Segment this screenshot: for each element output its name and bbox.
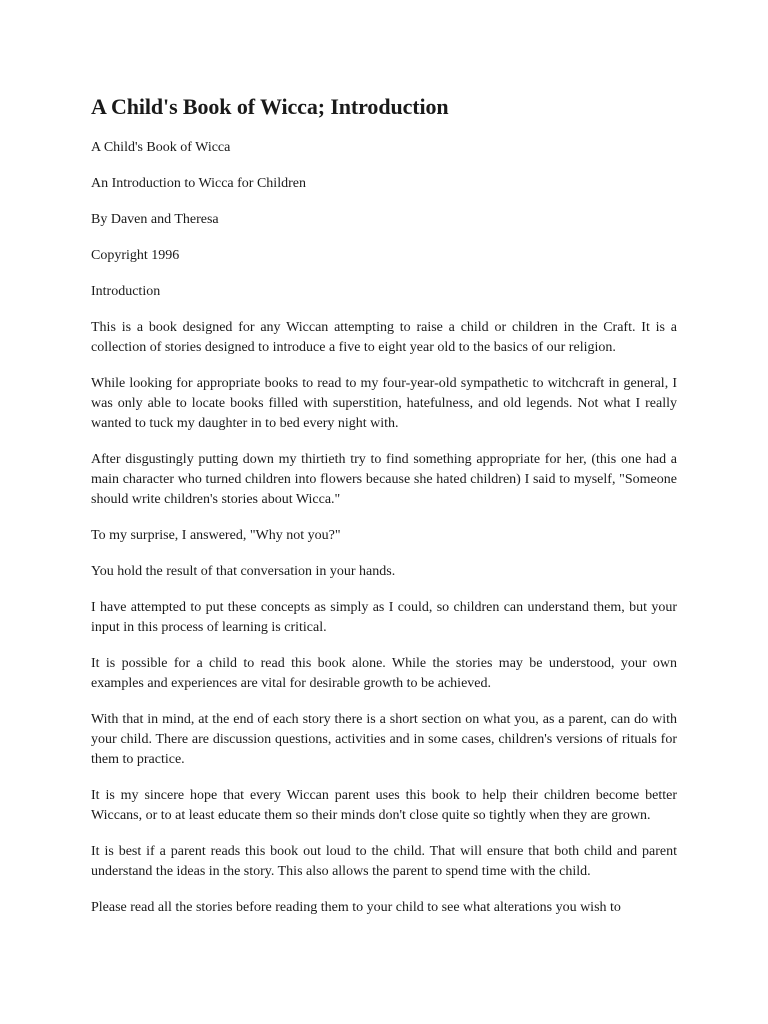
paragraph: To my surprise, I answered, "Why not you?" [91,528,341,543]
paragraph: It is possible for a child to read this book alone. While the stories may be understood, your own examples and experiences are vital for desirable growth to be achieved. [91,656,677,691]
paragraph: I have attempted to put these concepts as simply as I could, so children can understand them, but your input in this process of learning is critical. [91,600,677,635]
paragraph: It is my sincere hope that every Wiccan parent uses this book to help their children become better Wiccans, or to at least educate them so their minds don't close quite so tightly when they are grown. [91,788,677,823]
paragraph: It is best if a parent reads this book out loud to the child. That will ensure that both child and parent understand the ideas in the story. This also allows the parent to spend time with the child. [91,844,677,879]
paragraph: While looking for appropriate books to read to my four-year-old sympathetic to witchcraft in general, I was only able to locate books filled with superstition, hatefulness, and old legends. Not what I really wanted to tuck my daughter in to bed every night with. [91,376,677,431]
paragraph: With that in mind, at the end of each story there is a short section on what you, as a parent, can do with your child. There are discussion questions, activities and in some cases, children's versions of rituals for them to practice. [91,712,677,767]
book-title: A Child's Book of Wicca [91,140,231,155]
paragraph: You hold the result of that conversation in your hands. [91,564,396,579]
book-subtitle: An Introduction to Wicca for Children [91,176,306,191]
copyright-line: Copyright 1996 [91,248,180,263]
document-page [91,92,677,934]
paragraph: Please read all the stories before reading them to your child to see what alterations you wish to [91,900,621,915]
section-heading: Introduction [91,284,161,299]
authors-line: By Daven and Theresa [91,212,219,227]
paragraph: This is a book designed for any Wiccan attempting to raise a child or children in the Craft. It is a collection of stories designed to introduce a five to eight year old to the basics of our religion. [91,320,677,355]
paragraph: After disgustingly putting down my thirtieth try to find something appropriate for her, (this one had a main character who turned children into flowers because she hated children) I said to myself, "Someone should write children's stories about Wicca." [91,452,677,507]
document-title: A Child's Book of Wicca; Introduction [91,94,449,119]
